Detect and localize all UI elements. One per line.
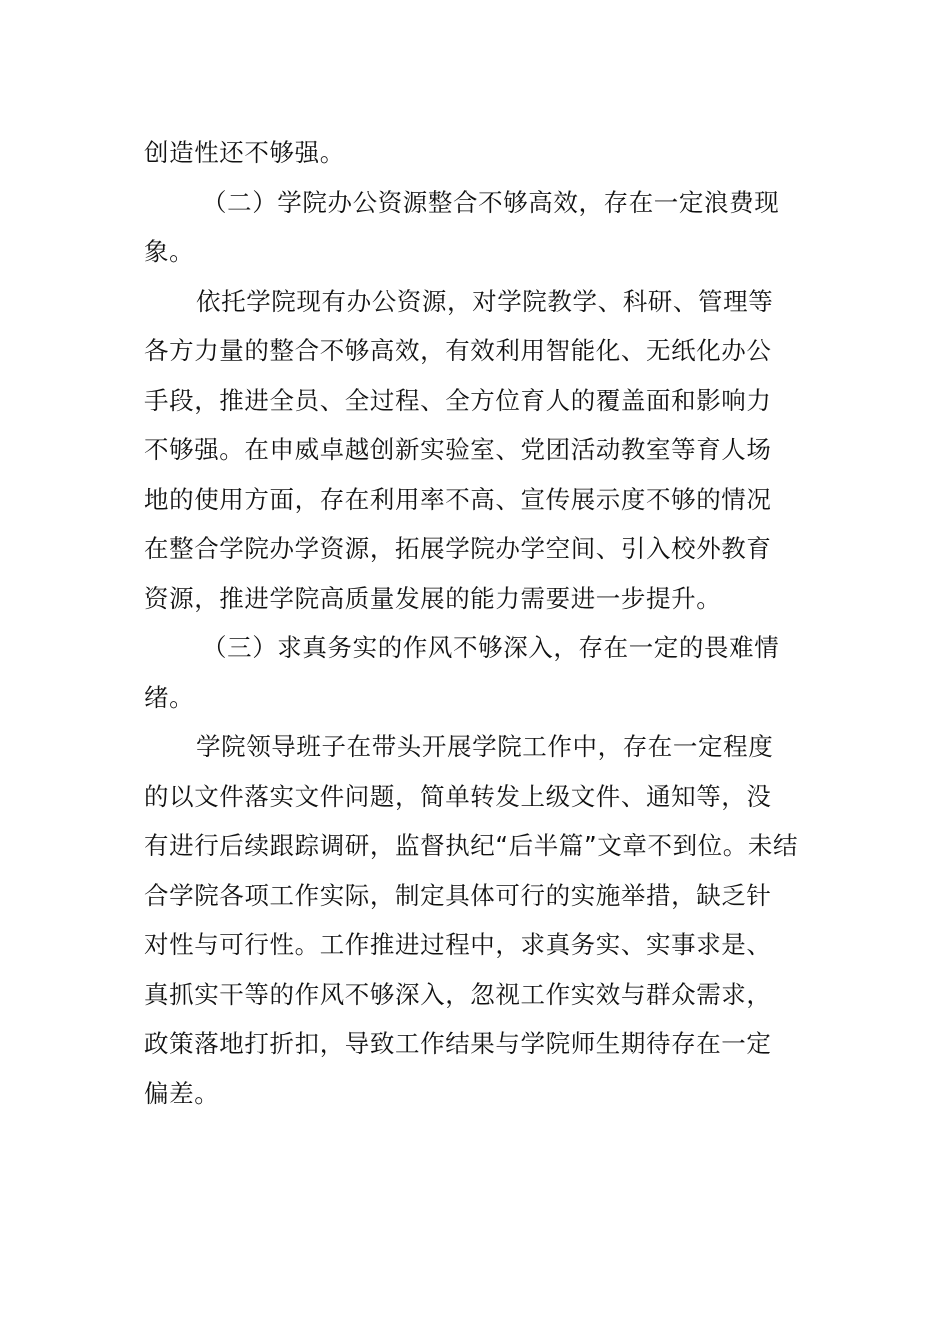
- text-line: 依托学院现有办公资源，对学院教学、科研、管理等: [196, 286, 774, 316]
- section-heading-2: [144, 178, 808, 277]
- text-line: 不够强。在申威卓越创新实验室、党团活动教室等育人场: [144, 435, 772, 464]
- text-line: 的以文件落实文件问题，简单转发上级文件、通知等，没: [144, 781, 772, 811]
- text-line: 有进行后续跟踪调研，监督执纪“后半篇”文章不到位。未结: [144, 831, 799, 860]
- text-line: 手段，推进全员、全过程、全方位育人的覆盖面和影响力: [144, 385, 772, 415]
- text-line: 真抓实干等的作风不够深入，忽视工作实效与群众需求，: [144, 979, 772, 1009]
- text-line: 各方力量的整合不够高效，有效利用智能化、无纸化办公: [144, 336, 772, 365]
- section-heading-3: [144, 623, 808, 722]
- heading-line: （三）求真务实的作风不够深入，存在一定的畏难情: [202, 633, 780, 662]
- document-body: [144, 128, 808, 1118]
- text-line: 地的使用方面，存在利用率不高、宣传展示度不够的情况: [144, 484, 772, 514]
- paragraph-continuation: [144, 128, 808, 178]
- heading-line: （二）学院办公资源整合不够高效，存在一定浪费现: [202, 187, 780, 217]
- text-line: 合学院各项工作实际，制定具体可行的实施举措，缺乏针: [144, 880, 772, 910]
- text-line: 创造性还不够强。: [144, 138, 345, 167]
- text-line: 政策落地打折扣，导致工作结果与学院师生期待存在一定: [144, 1029, 772, 1058]
- heading-line: 绪。: [144, 682, 195, 712]
- text-line: 在整合学院办学资源，拓展学院办学空间、引入校外教育: [144, 534, 772, 563]
- paragraph-office-resources: [144, 277, 808, 624]
- text-line: 学院领导班子在带头开展学院工作中，存在一定程度: [196, 732, 774, 761]
- text-line: 偏差。: [144, 1078, 220, 1108]
- paragraph-work-style: [144, 722, 808, 1118]
- text-line: 对性与可行性。工作推进过程中，求真务实、实事求是、: [144, 930, 772, 959]
- heading-line: 象。: [144, 237, 195, 266]
- text-line: 资源，推进学院高质量发展的能力需要进一步提升。: [144, 583, 722, 613]
